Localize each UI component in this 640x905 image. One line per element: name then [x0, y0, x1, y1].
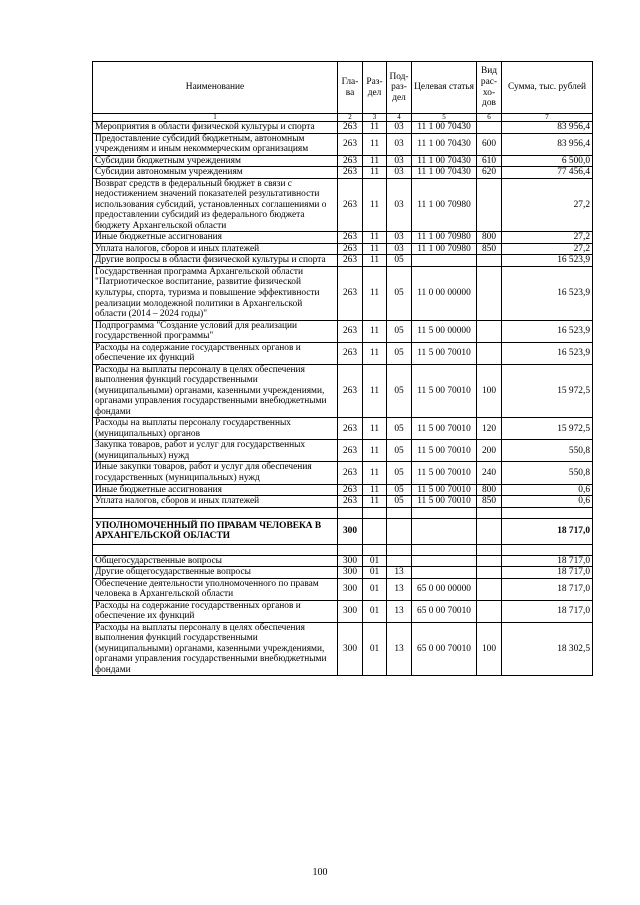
row-glava: 300 [338, 578, 363, 600]
row-razdel: 01 [363, 555, 387, 567]
row-razdel: 11 [363, 364, 387, 418]
spacer-cell [412, 544, 477, 555]
row-celevaya [412, 567, 477, 579]
row-glava: 300 [338, 555, 363, 567]
spacer-row [93, 544, 593, 555]
row-summa: 18 717,0 [502, 578, 593, 600]
row-podrazdel: 03 [387, 232, 412, 244]
row-name: Мероприятия в области физической культуры и спорта [93, 122, 338, 134]
row-name: Расходы на содержание государственных органов и обеспечение их функций [93, 342, 338, 364]
spacer-cell [363, 544, 387, 555]
header-name: Наименование [93, 62, 338, 114]
row-razdel: 11 [363, 440, 387, 462]
row-summa: 15 972,5 [502, 364, 593, 418]
row-glava: 263 [338, 133, 363, 155]
row-name: Государственная программа Архангельской области "Патриотическое воспитание, развитие физической культуры, спорта, туризма и повышение эффективности реализации молодежной политики в Архангельской области (2014 – 2024 годы)" [93, 266, 338, 320]
row-podrazdel [387, 518, 412, 544]
header-podrazdel: Под-раз-дел [387, 62, 412, 114]
row-celevaya: 65 0 00 00000 [412, 578, 477, 600]
row-summa: 550,8 [502, 462, 593, 484]
table-row [93, 484, 593, 496]
row-glava: 263 [338, 167, 363, 179]
row-vid [477, 320, 502, 342]
table-row [93, 496, 593, 508]
row-glava: 263 [338, 462, 363, 484]
row-razdel: 11 [363, 342, 387, 364]
row-celevaya: 11 0 00 00000 [412, 266, 477, 320]
row-razdel: 11 [363, 484, 387, 496]
table-row [93, 418, 593, 440]
table-row [93, 266, 593, 320]
row-podrazdel: 05 [387, 342, 412, 364]
row-vid [477, 266, 502, 320]
row-podrazdel: 13 [387, 567, 412, 579]
column-number: 3 [363, 114, 387, 122]
row-vid [477, 255, 502, 267]
column-number: 4 [387, 114, 412, 122]
row-glava: 263 [338, 342, 363, 364]
row-podrazdel: 05 [387, 440, 412, 462]
page-number: 100 [312, 867, 328, 878]
row-summa: 16 523,9 [502, 320, 593, 342]
row-summa: 18 717,0 [502, 600, 593, 622]
table-row [93, 155, 593, 167]
row-vid [477, 178, 502, 232]
row-glava: 263 [338, 255, 363, 267]
row-razdel: 11 [363, 320, 387, 342]
table-row [93, 364, 593, 418]
row-summa: 18 302,5 [502, 622, 593, 676]
row-razdel: 11 [363, 232, 387, 244]
row-razdel: 11 [363, 155, 387, 167]
spacer-row [93, 507, 593, 518]
spacer-cell [502, 507, 593, 518]
spacer-cell [387, 544, 412, 555]
row-vid: 800 [477, 484, 502, 496]
row-vid: 120 [477, 418, 502, 440]
row-glava: 263 [338, 243, 363, 255]
row-glava: 300 [338, 567, 363, 579]
row-vid [477, 342, 502, 364]
column-number: 2 [338, 114, 363, 122]
row-name: Другие вопросы в области физической культуры и спорта [93, 255, 338, 267]
row-razdel: 01 [363, 578, 387, 600]
row-podrazdel: 05 [387, 364, 412, 418]
column-number: 5 [412, 114, 477, 122]
header-row [93, 62, 593, 114]
row-summa: 18 717,0 [502, 518, 593, 544]
row-podrazdel [387, 555, 412, 567]
spacer-cell [477, 544, 502, 555]
row-razdel: 11 [363, 418, 387, 440]
row-name: Уплата налогов, сборов и иных платежей [93, 243, 338, 255]
row-celevaya [412, 555, 477, 567]
row-podrazdel: 05 [387, 418, 412, 440]
row-name: Подпрограмма "Создание условий для реализации государственной программы" [93, 320, 338, 342]
row-glava: 263 [338, 484, 363, 496]
budget-table [92, 61, 593, 676]
row-glava: 263 [338, 320, 363, 342]
row-name: Иные бюджетные ассигнования [93, 232, 338, 244]
row-celevaya: 11 5 00 70010 [412, 484, 477, 496]
row-name: Расходы на выплаты персоналу в целях обеспечения выполнения функций государственными (муниципальными) органами, казенными учреждениями, органами управления государственными внебюджетными фондами [93, 622, 338, 676]
row-summa: 16 523,9 [502, 255, 593, 267]
row-summa: 18 717,0 [502, 567, 593, 579]
row-summa: 27,2 [502, 243, 593, 255]
spacer-cell [387, 507, 412, 518]
spacer-cell [338, 544, 363, 555]
row-razdel: 01 [363, 567, 387, 579]
row-vid [477, 567, 502, 579]
spacer-cell [93, 507, 338, 518]
row-celevaya: 11 1 00 70430 [412, 122, 477, 134]
row-celevaya [412, 518, 477, 544]
row-glava: 300 [338, 622, 363, 676]
row-vid [477, 518, 502, 544]
row-celevaya: 11 5 00 70010 [412, 342, 477, 364]
column-number: 6 [477, 114, 502, 122]
table-row [93, 622, 593, 676]
row-name: Другие общегосударственные вопросы [93, 567, 338, 579]
row-glava: 263 [338, 266, 363, 320]
header-summa: Сумма, тыс. рублей [502, 62, 593, 114]
row-name: Расходы на выплаты персоналу государственных (муниципальных) органов [93, 418, 338, 440]
spacer-cell [412, 507, 477, 518]
spacer-cell [477, 507, 502, 518]
row-razdel: 11 [363, 178, 387, 232]
row-celevaya: 11 1 00 70980 [412, 243, 477, 255]
row-name: Иные закупки товаров, работ и услуг для обеспечения государственных (муниципальных) нужд [93, 462, 338, 484]
row-podrazdel: 03 [387, 133, 412, 155]
row-razdel: 11 [363, 167, 387, 179]
row-celevaya: 65 0 00 70010 [412, 600, 477, 622]
row-glava: 263 [338, 418, 363, 440]
row-razdel: 11 [363, 255, 387, 267]
row-razdel: 01 [363, 600, 387, 622]
row-vid: 100 [477, 364, 502, 418]
table-row [93, 555, 593, 567]
row-summa: 6 500,0 [502, 155, 593, 167]
row-podrazdel: 13 [387, 600, 412, 622]
spacer-cell [502, 544, 593, 555]
table-row [93, 342, 593, 364]
row-summa: 83 956,4 [502, 122, 593, 134]
row-summa: 0,6 [502, 484, 593, 496]
row-name: УПОЛНОМОЧЕННЫЙ ПО ПРАВАМ ЧЕЛОВЕКА В АРХАНГЕЛЬСКОЙ ОБЛАСТИ [93, 518, 338, 544]
row-celevaya: 11 5 00 00000 [412, 320, 477, 342]
row-name: Расходы на содержание государственных органов и обеспечение их функций [93, 600, 338, 622]
row-glava: 300 [338, 600, 363, 622]
row-summa: 83 956,4 [502, 133, 593, 155]
column-numbers-row [93, 114, 593, 122]
row-name: Расходы на выплаты персоналу в целях обеспечения выполнения функций государственными (муниципальными) органами, казенными учреждениями, органами управления государственными внебюджетными фондами [93, 364, 338, 418]
row-vid [477, 555, 502, 567]
row-podrazdel: 03 [387, 243, 412, 255]
table-row [93, 232, 593, 244]
row-glava: 263 [338, 496, 363, 508]
table-row [93, 567, 593, 579]
header-celevaya: Целевая статья [412, 62, 477, 114]
row-celevaya: 11 5 00 70010 [412, 440, 477, 462]
row-glava: 263 [338, 122, 363, 134]
header-vid: Вид рас-хо-дов [477, 62, 502, 114]
row-celevaya: 11 1 00 70980 [412, 178, 477, 232]
row-vid: 850 [477, 496, 502, 508]
row-razdel: 11 [363, 133, 387, 155]
row-summa: 15 972,5 [502, 418, 593, 440]
row-summa: 27,2 [502, 178, 593, 232]
section-row [93, 518, 593, 544]
row-razdel [363, 518, 387, 544]
row-podrazdel: 03 [387, 178, 412, 232]
row-vid: 100 [477, 622, 502, 676]
table-body [93, 122, 593, 676]
row-podrazdel: 05 [387, 320, 412, 342]
row-vid [477, 578, 502, 600]
row-celevaya: 65 0 00 70010 [412, 622, 477, 676]
header-razdel: Раз-дел [363, 62, 387, 114]
row-podrazdel: 13 [387, 622, 412, 676]
spacer-cell [338, 507, 363, 518]
row-name: Субсидии автономным учреждениям [93, 167, 338, 179]
spacer-cell [363, 507, 387, 518]
row-glava: 263 [338, 440, 363, 462]
table-row [93, 122, 593, 134]
table-row [93, 320, 593, 342]
row-vid: 800 [477, 232, 502, 244]
row-glava: 263 [338, 178, 363, 232]
table-row [93, 440, 593, 462]
row-vid: 850 [477, 243, 502, 255]
row-name: Возврат средств в федеральный бюджет в связи с недостижением значений показателей результативности использования субсидий, установленных соглашениями о предоставлении субсидий из федерального бюджета бюджету Архангельской области [93, 178, 338, 232]
row-razdel: 11 [363, 266, 387, 320]
header-glava: Гла-ва [338, 62, 363, 114]
row-razdel: 11 [363, 243, 387, 255]
row-name: Субсидии бюджетным учреждениям [93, 155, 338, 167]
row-podrazdel: 05 [387, 255, 412, 267]
column-number: 1 [93, 114, 338, 122]
row-glava: 263 [338, 232, 363, 244]
row-celevaya [412, 255, 477, 267]
row-summa: 77 456,4 [502, 167, 593, 179]
row-celevaya: 11 5 00 70010 [412, 496, 477, 508]
table-row [93, 600, 593, 622]
row-celevaya: 11 5 00 70010 [412, 462, 477, 484]
column-number: 7 [502, 114, 593, 122]
row-name: Предоставление субсидий бюджетным, автономным учреждениям и иным некоммерческим организациям [93, 133, 338, 155]
row-name: Обеспечение деятельности уполномоченного по правам человека в Архангельской области [93, 578, 338, 600]
table-row [93, 462, 593, 484]
row-razdel: 11 [363, 496, 387, 508]
row-glava: 263 [338, 364, 363, 418]
row-vid: 610 [477, 155, 502, 167]
table-row [93, 243, 593, 255]
row-podrazdel: 03 [387, 122, 412, 134]
row-razdel: 11 [363, 122, 387, 134]
table-row [93, 178, 593, 232]
row-glava: 300 [338, 518, 363, 544]
row-vid: 620 [477, 167, 502, 179]
row-podrazdel: 13 [387, 578, 412, 600]
row-celevaya: 11 1 00 70430 [412, 155, 477, 167]
table-row [93, 167, 593, 179]
table-row [93, 578, 593, 600]
row-summa: 550,8 [502, 440, 593, 462]
row-celevaya: 11 1 00 70430 [412, 167, 477, 179]
row-podrazdel: 05 [387, 496, 412, 508]
row-celevaya: 11 1 00 70980 [412, 232, 477, 244]
row-summa: 18 717,0 [502, 555, 593, 567]
row-podrazdel: 05 [387, 462, 412, 484]
row-summa: 27,2 [502, 232, 593, 244]
row-razdel: 01 [363, 622, 387, 676]
table-row [93, 255, 593, 267]
row-name: Уплата налогов, сборов и иных платежей [93, 496, 338, 508]
row-podrazdel: 05 [387, 484, 412, 496]
row-glava: 263 [338, 155, 363, 167]
row-summa: 16 523,9 [502, 342, 593, 364]
spacer-cell [93, 544, 338, 555]
row-name: Общегосударственные вопросы [93, 555, 338, 567]
row-name: Иные бюджетные ассигнования [93, 484, 338, 496]
row-vid [477, 600, 502, 622]
row-name: Закупка товаров, работ и услуг для государственных (муниципальных) нужд [93, 440, 338, 462]
row-podrazdel: 03 [387, 155, 412, 167]
row-summa: 16 523,9 [502, 266, 593, 320]
row-razdel: 11 [363, 462, 387, 484]
row-celevaya: 11 1 00 70430 [412, 133, 477, 155]
row-vid [477, 122, 502, 134]
row-vid: 240 [477, 462, 502, 484]
row-summa: 0,6 [502, 496, 593, 508]
row-celevaya: 11 5 00 70010 [412, 418, 477, 440]
row-vid: 200 [477, 440, 502, 462]
row-celevaya: 11 5 00 70010 [412, 364, 477, 418]
row-podrazdel: 03 [387, 167, 412, 179]
row-podrazdel: 05 [387, 266, 412, 320]
row-vid: 600 [477, 133, 502, 155]
table-row [93, 133, 593, 155]
